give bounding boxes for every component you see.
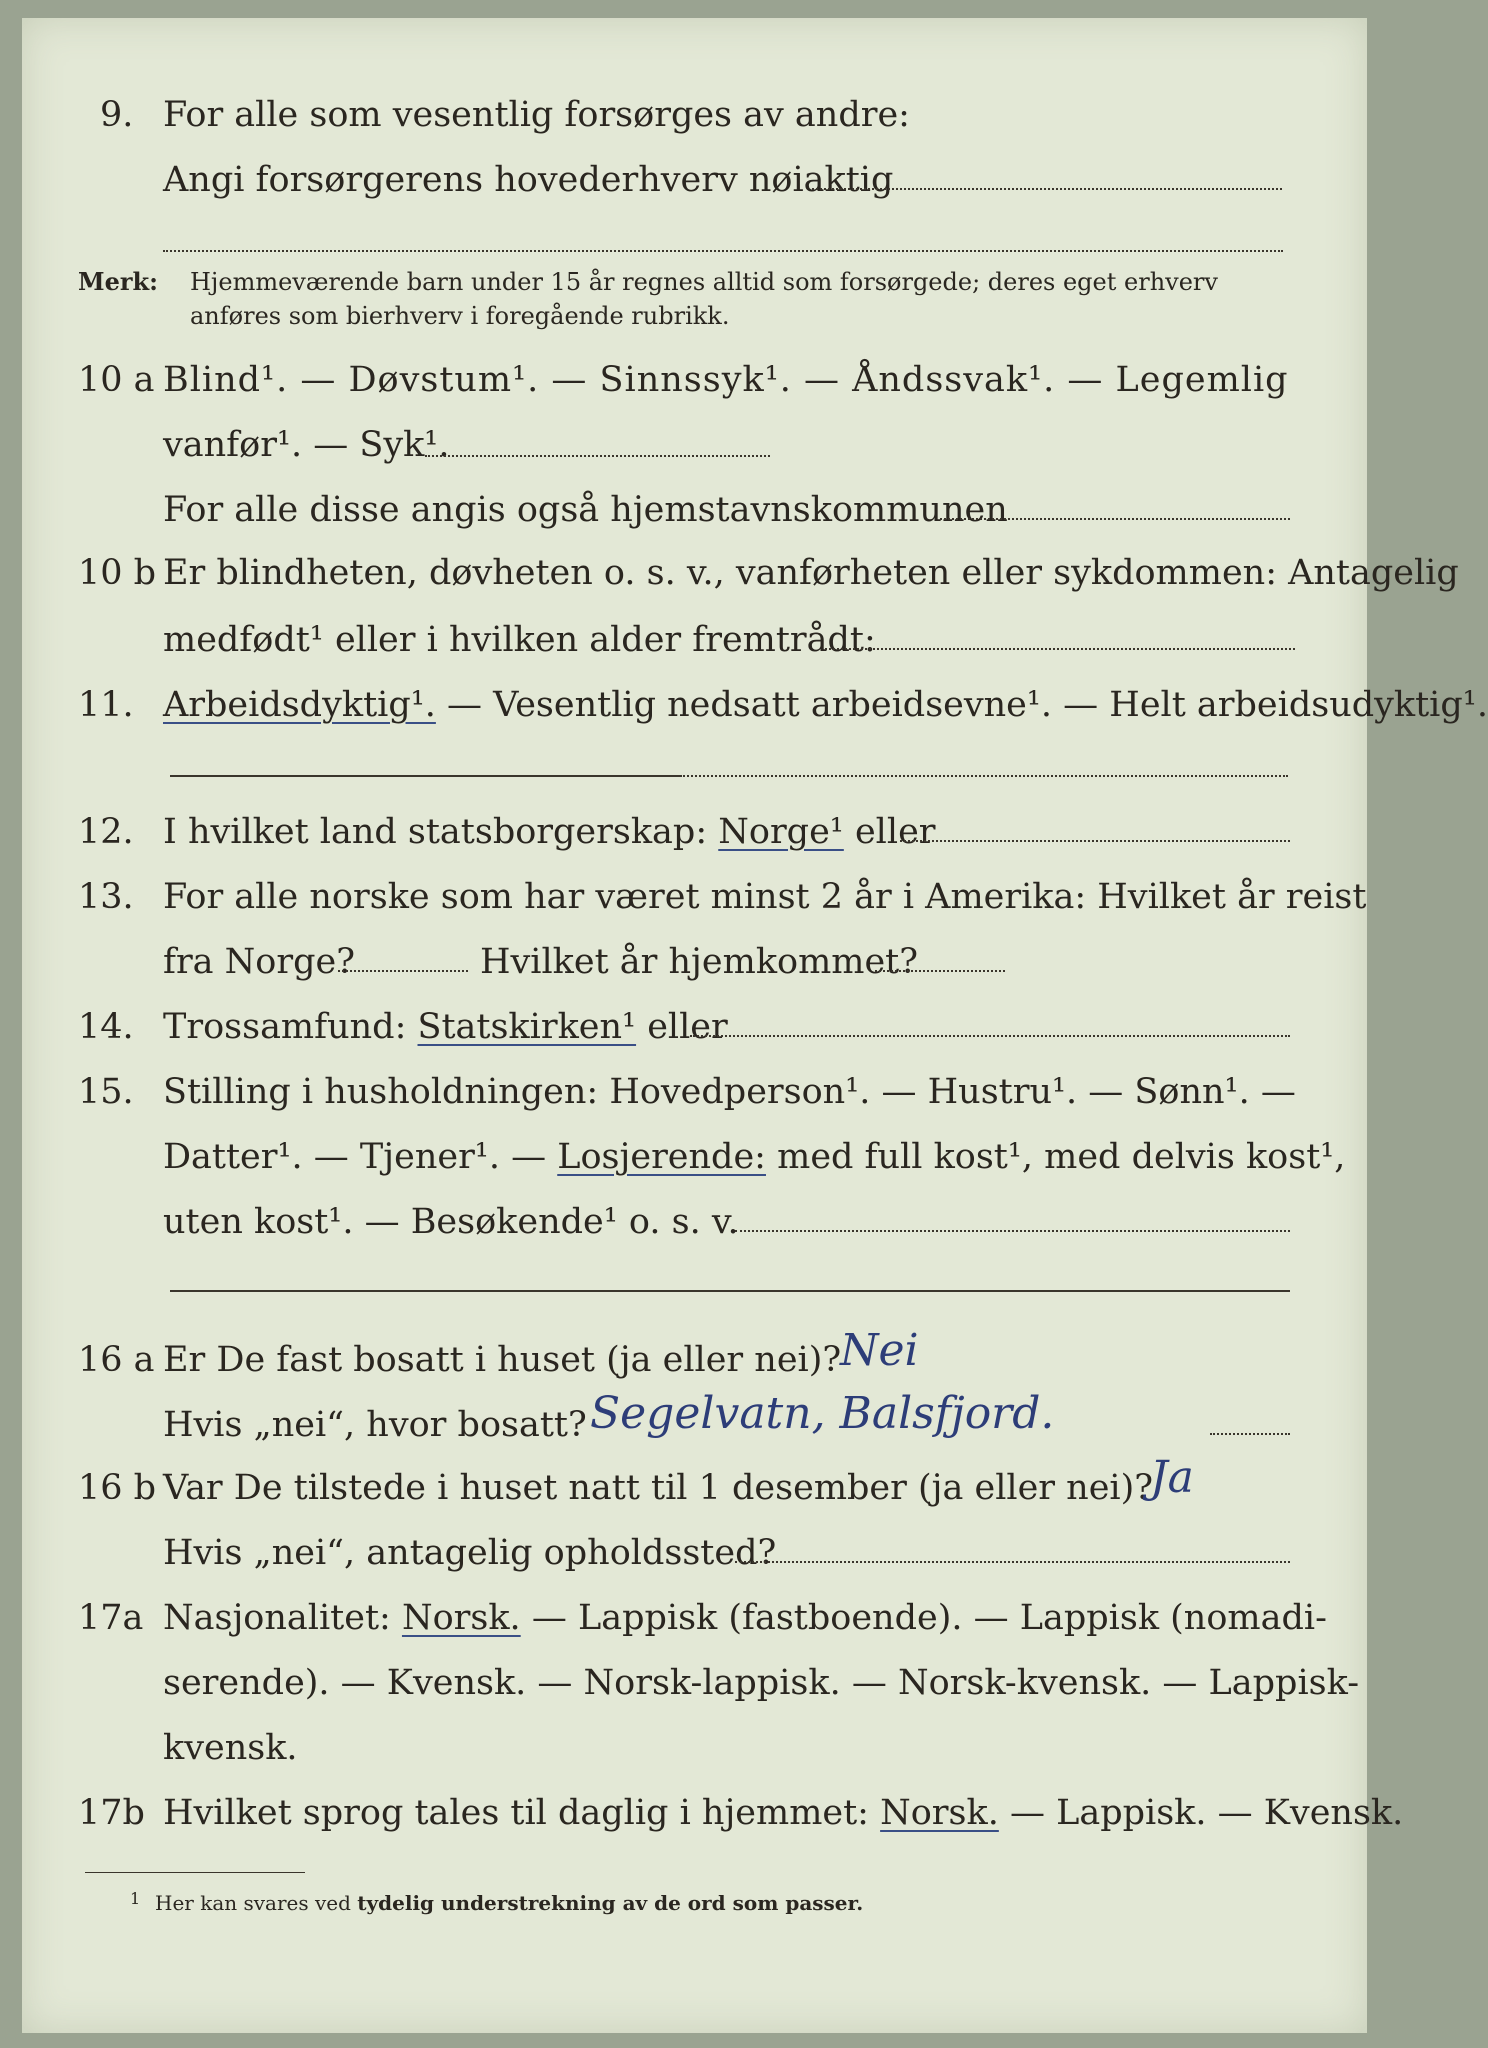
q16a-number: 16 a: [78, 1340, 155, 1380]
q15-line1: Stilling i husholdningen: Hovedperson¹. — Hustru¹. — Sønn¹. —: [163, 1072, 1296, 1112]
q14-number: 14.: [78, 1007, 134, 1047]
q16b-answer-line: [735, 1561, 1290, 1563]
q17a-label: Nasjonalitet:: [163, 1598, 391, 1638]
q14-label: Trossamfund:: [163, 1007, 407, 1047]
q14-text: [163, 1007, 728, 1047]
q10a-line2: vanfør¹. — Syk¹.: [163, 425, 450, 465]
q17b-text: [163, 1793, 1403, 1833]
q16b-handwritten-answer: Ja: [1150, 1452, 1194, 1503]
q9-line2: Angi forsørgerens hovederhverv nøiaktig: [163, 160, 894, 200]
q11-other-options: — Vesentlig nedsatt arbeidsevne¹. — Helt arbeidsudyktig¹.: [447, 685, 1488, 725]
q14-else: eller: [647, 1007, 728, 1047]
q10b-line1: Er blindheten, døvheten o. s. v., vanførheten eller sykdommen: Antagelig: [163, 553, 1459, 593]
q16b-line1: Var De tilstede i huset natt til 1 desember (ja eller nei)?: [163, 1468, 1154, 1508]
q16b-line2: Hvis „nei“, antagelig opholdssted?: [163, 1533, 777, 1573]
q17b-number: 17b: [78, 1793, 145, 1833]
q17b-other-options: — Lappisk. — Kvensk.: [1009, 1793, 1404, 1833]
q12-label: I hvilket land statsborgerskap:: [163, 812, 708, 852]
q17a-line3: kvensk.: [163, 1728, 298, 1768]
q13-line1: For alle norske som har været minst 2 år i Amerika: Hvilket år reist: [163, 877, 1367, 917]
footnote-text-wrap: [155, 1883, 863, 1923]
q16a-handwritten-answer1: Nei: [840, 1325, 919, 1376]
q17a-line1: [163, 1598, 1327, 1638]
q14-answer-line: [690, 1035, 1290, 1037]
q10b-number: 10 b: [78, 553, 157, 593]
q16a-line2: Hvis „nei“, hvor bosatt?: [163, 1405, 587, 1445]
merk-line1: Hjemmeværende barn under 15 år regnes alltid som forsørgede; deres eget erhverv: [190, 268, 1218, 296]
q11-rule-right: [680, 775, 1288, 777]
q12-else: eller: [854, 812, 936, 852]
q16a-line1: Er De fast bosatt i huset (ja eller nei)?: [163, 1340, 842, 1380]
q13-line2b: Hvilket år hjemkommet?: [480, 942, 919, 982]
q15-answer-line: [735, 1230, 1290, 1232]
q9-line1: For alle som vesentlig forsørges av andre:: [163, 95, 910, 135]
q10a-number: 10 a: [78, 360, 155, 400]
q16b-number: 16 b: [78, 1468, 157, 1508]
q15-line3: uten kost¹. — Besøkende¹ o. s. v.: [163, 1202, 739, 1242]
q17a-selected-option: Norsk.: [401, 1598, 521, 1638]
q11-selected-option: Arbeidsdyktig¹.: [163, 685, 436, 725]
q15-line2: [163, 1137, 1345, 1177]
q12-answer-line: [900, 840, 1290, 842]
q11-rule-left: [170, 775, 680, 777]
q10a-line1: Blind¹. — Døvstum¹. — Sinnssyk¹. — Åndssvak¹. — Legemlig: [163, 360, 1289, 400]
footnote-mark: 1: [130, 1889, 141, 1908]
q14-selected-option: Statskirken¹: [417, 1007, 637, 1047]
q13-line2a: fra Norge?: [163, 942, 355, 982]
q15-rule: [170, 1290, 1290, 1292]
q9-answer-line2: [163, 250, 1283, 252]
q10a-line3: For alle disse angis også hjemstavnskommunen: [163, 490, 1008, 530]
q10b-answer-line: [825, 648, 1295, 650]
footnote-text: Her kan svares ved: [155, 1891, 351, 1915]
q16a-answer-line: [1210, 1433, 1290, 1435]
q10a-answer-line: [425, 455, 770, 457]
q15-line2a: Datter¹. — Tjener¹. —: [163, 1137, 547, 1177]
q17b-selected-option: Norsk.: [880, 1793, 999, 1833]
q17a-number: 17a: [78, 1598, 144, 1638]
q13-answer-line2: [875, 970, 1005, 972]
q17b-label: Hvilket sprog tales til daglig i hjemmet:: [163, 1793, 869, 1833]
q10a-answer-line2: [940, 518, 1290, 520]
q12-selected-option: Norge¹: [718, 812, 844, 852]
q17a-line2: serende). — Kvensk. — Norsk-lappisk. — Norsk-kvensk. — Lappisk-: [163, 1663, 1360, 1703]
merk-label: Merk:: [78, 267, 158, 296]
q11-text: [163, 685, 1488, 725]
q17a-options: — Lappisk (fastboende). — Lappisk (nomadi-: [531, 1598, 1327, 1638]
merk-line2: anføres som bierhverv i foregående rubrikk.: [190, 302, 730, 330]
q15-selected-option: Losjerende:: [557, 1137, 766, 1177]
q11-number: 11.: [78, 685, 134, 725]
q12-number: 12.: [78, 812, 134, 852]
q9-answer-line: [812, 188, 1282, 190]
q16a-handwritten-answer2: Segelvatn, Balsfjord.: [590, 1388, 1055, 1439]
q15-line2b: med full kost¹, med delvis kost¹,: [777, 1137, 1346, 1177]
footnote-rule: [85, 1872, 305, 1873]
q10b-line2: medfødt¹ eller i hvilken alder fremtrådt:: [163, 620, 876, 660]
q12-text: [163, 812, 936, 852]
footnote-bold-text: tydelig understrekning av de ord som passer.: [357, 1891, 864, 1915]
q13-answer-line1: [338, 970, 468, 972]
q13-number: 13.: [78, 877, 134, 917]
q9-number: 9.: [100, 95, 134, 135]
q15-number: 15.: [78, 1072, 134, 1112]
